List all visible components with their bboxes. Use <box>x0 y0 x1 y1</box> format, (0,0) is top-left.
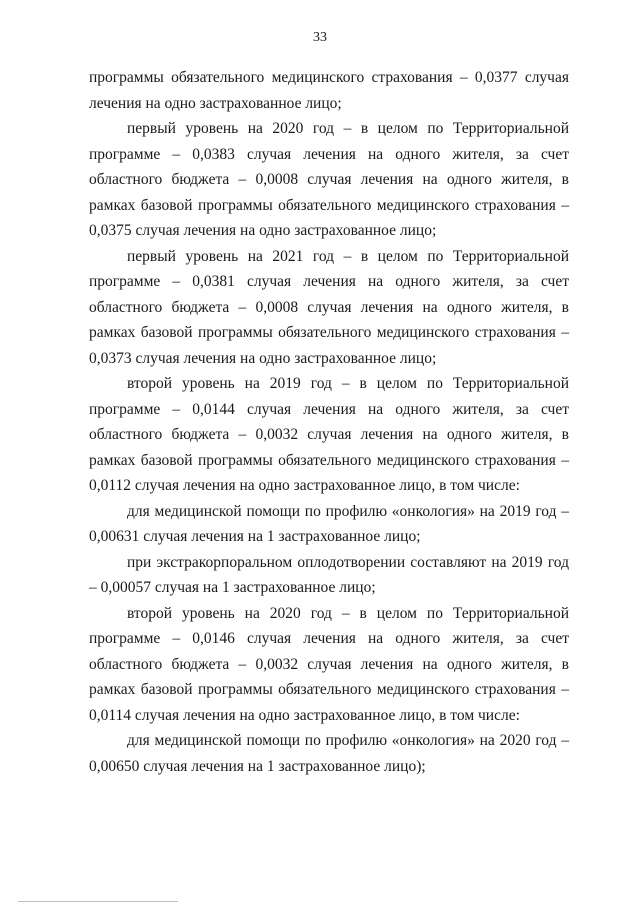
paragraph-second-level-2020: второй уровень на 2020 год – в целом по Территориальной программе – 0,0146 случая лечения на одного жителя, за счет областного бюджета – 0,0032 случая лечения на одного жителя, в рамках базовой программы обязательного медицинского страхования – 0,0114 случая лечения на одно застрахованное лицо, в том числе: <box>89 604 569 724</box>
page-number: 33 <box>313 30 327 45</box>
scan-edge-line <box>18 901 178 902</box>
paragraph-ivf-2019: при экстракорпоральном оплодотворении составляют на 2019 год – 0,00057 случая на 1 застрахованное лицо; <box>89 553 569 596</box>
document-body <box>89 65 569 779</box>
paragraph-continuation: программы обязательного медицинского страхования – 0,0377 случая лечения на одно застрахованное лицо; <box>89 69 569 112</box>
paragraph-first-level-2020: первый уровень на 2020 год – в целом по Территориальной программе – 0,0383 случая лечения на одного жителя, за счет областного бюджета – 0,0008 случая лечения на одного жителя, в рамках базовой программы обязательного медицинского страхования – 0,0375 случая лечения на одно застрахованное лицо; <box>89 120 569 239</box>
paragraph-oncology-2019: для медицинской помощи по профилю «онкология» на 2019 год – 0,00631 случая лечения на 1 застрахованное лицо; <box>89 502 569 545</box>
paragraph-second-level-2019: второй уровень на 2019 год – в целом по Территориальной программе – 0,0144 случая лечения на одного жителя, за счет областного бюджета – 0,0032 случая лечения на одного жителя, в рамках базовой программы обязательного медицинского страхования – 0,0112 случая лечения на одно застрахованное лицо, в том числе: <box>89 375 569 494</box>
paragraph-oncology-2020: для медицинской помощи по профилю «онкология» на 2020 год – 0,00650 случая лечения на 1 застрахованное лицо); <box>89 732 569 775</box>
paragraph-first-level-2021: первый уровень на 2021 год – в целом по Территориальной программе – 0,0381 случая лечения на одного жителя, за счет областного бюджета – 0,0008 случая лечения на одного жителя, в рамках базовой программы обязательного медицинского страхования – 0,0373 случая лечения на одно застрахованное лицо; <box>89 247 569 367</box>
